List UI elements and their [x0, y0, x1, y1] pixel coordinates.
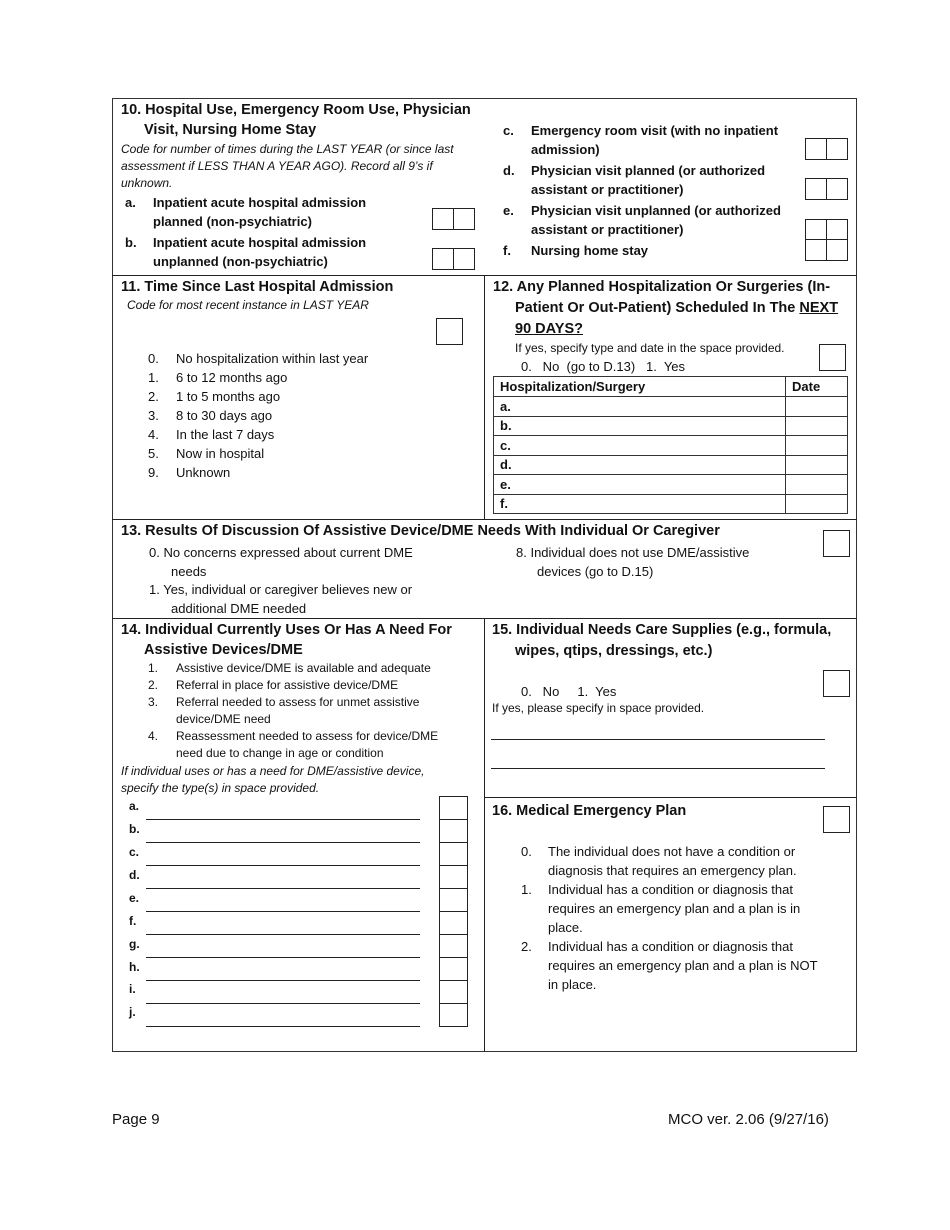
q10-item-letter: c.: [503, 123, 514, 138]
q11-option-text: In the last 7 days: [176, 427, 275, 442]
q10-item-label: Physician visit planned (or authorized: [531, 163, 766, 178]
q15-options: 0. No 1. Yes: [521, 684, 617, 699]
q11-answer-box[interactable]: [436, 318, 463, 345]
q10-item-letter: b.: [125, 235, 137, 250]
q10-item-label: admission): [531, 142, 600, 157]
q12-title: 12. Any Planned Hospitalization Or Surgeries (In-: [493, 279, 831, 295]
q11-title: 11. Time Since Last Hospital Admission: [121, 279, 394, 295]
q11-option-code: 0.: [148, 351, 159, 366]
q14-option-text: Reassessment needed to assess for device/DME: [176, 729, 439, 743]
q13-option: devices (go to D.15): [537, 564, 654, 579]
q11-option-text: Now in hospital: [176, 446, 265, 461]
device-code-box[interactable]: [439, 980, 468, 1004]
q10-item-label: Nursing home stay: [531, 243, 649, 258]
date-cell[interactable]: [786, 494, 848, 514]
q16-option-text: place.: [548, 920, 583, 935]
device-row-letter: e.: [129, 891, 140, 905]
q13-option: needs: [171, 564, 207, 579]
q13-option: 0. No concerns expressed about current DME: [149, 545, 413, 560]
table-row[interactable]: [494, 397, 848, 417]
q16-answer-box[interactable]: [823, 806, 850, 833]
row-letter[interactable]: f.: [494, 494, 786, 514]
q10-item-label: Inpatient acute hospital admission: [153, 235, 367, 250]
q14-option-text: Assistive device/DME is available and adequate: [176, 661, 431, 675]
q10-item-letter: a.: [125, 195, 136, 210]
form-version: MCO ver. 2.06 (9/27/16): [668, 1111, 829, 1128]
table-header-row: [494, 377, 848, 397]
divider: [112, 519, 857, 520]
q10f-digit-box[interactable]: [805, 239, 827, 261]
q10-item-label: unplanned (non-psychiatric): [153, 254, 328, 269]
table-row[interactable]: [494, 436, 848, 456]
q11-option-text: 1 to 5 months ago: [176, 389, 281, 404]
q15-title: wipes, qtips, dressings, etc.): [515, 643, 713, 659]
q16-option-text: The individual does not have a condition or: [548, 844, 796, 859]
device-code-box[interactable]: [439, 842, 468, 866]
q16-option-code: 2.: [521, 939, 532, 954]
device-entry-line[interactable]: [146, 842, 420, 843]
q11-option-text: 8 to 30 days ago: [176, 408, 273, 423]
q16-option-code: 1.: [521, 882, 532, 897]
q10-item-label: assistant or practitioner): [531, 182, 684, 197]
q10-title: 10. Hospital Use, Emergency Room Use, Physician: [121, 102, 471, 118]
page-number: Page 9: [112, 1111, 160, 1128]
q16-option-text: Individual has a condition or diagnosis that: [548, 939, 793, 954]
q14-option-text: Referral in place for assistive device/DME: [176, 678, 399, 692]
q10d-digit-box[interactable]: [826, 178, 848, 200]
device-code-box[interactable]: [439, 934, 468, 958]
device-row-letter: h.: [129, 960, 140, 974]
divider: [484, 618, 485, 1052]
device-entry-line[interactable]: [146, 980, 420, 981]
device-row-letter: b.: [129, 822, 140, 836]
q11-option-code: 1.: [148, 370, 159, 385]
q14-instruction: specify the type(s) in space provided.: [121, 781, 320, 795]
q10b-digit-box[interactable]: [453, 248, 475, 270]
device-code-box[interactable]: [439, 957, 468, 981]
q14-option-code: 1.: [148, 661, 159, 675]
q10c-digit-box[interactable]: [805, 138, 827, 160]
q15-instruction: If yes, please specify in space provided.: [492, 701, 705, 715]
q10e-digit-box[interactable]: [826, 219, 848, 241]
date-cell[interactable]: [786, 397, 848, 417]
q16-option-text: Individual has a condition or diagnosis that: [548, 882, 793, 897]
q16-option-text: in place.: [548, 977, 597, 992]
q12-hospitalization-table: [493, 376, 848, 514]
q10-item-label: Inpatient acute hospital admission: [153, 195, 367, 210]
q10-item-letter: e.: [503, 203, 514, 218]
device-entry-line[interactable]: [146, 865, 420, 866]
q11-option-code: 3.: [148, 408, 159, 423]
device-row-letter: d.: [129, 868, 140, 882]
q15-title: 15. Individual Needs Care Supplies (e.g., formula,: [492, 622, 832, 638]
date-cell[interactable]: [786, 475, 848, 495]
date-cell[interactable]: [786, 416, 848, 436]
q10-instruction: assessment if LESS THAN A YEAR AGO). Record all 9’s if: [121, 159, 433, 173]
q10-item-label: Emergency room visit (with no inpatient: [531, 123, 779, 138]
q16-title: 16. Medical Emergency Plan: [492, 803, 687, 819]
device-code-box[interactable]: [439, 819, 468, 843]
device-code-box[interactable]: [439, 796, 468, 820]
device-code-box[interactable]: [439, 865, 468, 889]
q10-item-letter: f.: [503, 243, 511, 258]
q14-option-code: 2.: [148, 678, 159, 692]
q12-answer-box[interactable]: [819, 344, 846, 371]
q12-title: [515, 298, 838, 318]
q10d-digit-box[interactable]: [805, 178, 827, 200]
device-code-box[interactable]: [439, 1003, 468, 1027]
q14-title: Assistive Devices/DME: [144, 642, 303, 658]
q12-options: 0. No (go to D.13) 1. Yes: [521, 359, 686, 374]
q16-option-code: 0.: [521, 844, 532, 859]
table-row[interactable]: [494, 416, 848, 436]
q15-entry-line[interactable]: [491, 768, 825, 769]
device-entry-line[interactable]: [146, 934, 420, 935]
q14-option-code: 3.: [148, 695, 159, 709]
q11-option-code: 5.: [148, 446, 159, 461]
date-cell[interactable]: [786, 436, 848, 456]
q14-title: 14. Individual Currently Uses Or Has A Need For: [121, 622, 452, 638]
device-row-letter: j.: [129, 1005, 136, 1019]
q10-item-label: assistant or practitioner): [531, 222, 684, 237]
q11-option-code: 4.: [148, 427, 159, 442]
q13-option: 8. Individual does not use DME/assistive: [516, 545, 750, 560]
q14-instruction: If individual uses or has a need for DME/assistive device,: [121, 764, 425, 778]
q11-option-code: 2.: [148, 389, 159, 404]
q10-item-label: planned (non-psychiatric): [153, 214, 312, 229]
q10a-digit-box[interactable]: [453, 208, 475, 230]
row-letter[interactable]: a.: [494, 397, 786, 417]
q16-option-text: diagnosis that requires an emergency plan.: [548, 863, 797, 878]
q13-title: 13. Results Of Discussion Of Assistive Device/DME Needs With Individual Or Caregiver: [121, 523, 720, 539]
q12-instruction: If yes, specify type and date in the space provided.: [515, 341, 785, 355]
q10-instruction: unknown.: [121, 176, 173, 190]
q12-title-emphasis: NEXT: [799, 300, 839, 316]
table-row[interactable]: [494, 475, 848, 495]
q10-item-label: Physician visit unplanned (or authorized: [531, 203, 781, 218]
q15-entry-line[interactable]: [491, 739, 825, 740]
q11-option-code: 9.: [148, 465, 159, 480]
divider: [484, 797, 857, 798]
q11-option-text: Unknown: [176, 465, 231, 480]
divider: [484, 275, 485, 519]
device-entry-line[interactable]: [146, 819, 420, 820]
q10a-digit-box[interactable]: [432, 208, 454, 230]
q13-option: additional DME needed: [171, 601, 307, 616]
q16-option-text: requires an emergency plan and a plan is NOT: [548, 958, 818, 973]
table-row[interactable]: [494, 455, 848, 475]
q12-title: 90 DAYS?: [515, 321, 583, 337]
device-row-letter: g.: [129, 937, 140, 951]
q14-option-code: 4.: [148, 729, 159, 743]
device-entry-line[interactable]: [146, 911, 420, 912]
q10-item-letter: d.: [503, 163, 515, 178]
row-letter[interactable]: d.: [494, 455, 786, 475]
q15-answer-box[interactable]: [823, 670, 850, 697]
q16-option-text: requires an emergency plan and a plan is in: [548, 901, 801, 916]
q11-instruction: Code for most recent instance in LAST YEAR: [127, 298, 369, 312]
q11-option-text: 6 to 12 months ago: [176, 370, 288, 385]
column-header: Hospitalization/Surgery: [494, 377, 786, 397]
q13-option: 1. Yes, individual or caregiver believes new or: [149, 582, 413, 597]
device-row-letter: f.: [129, 914, 137, 928]
row-letter[interactable]: c.: [494, 436, 786, 456]
device-entry-line[interactable]: [146, 1003, 420, 1004]
q10b-digit-box[interactable]: [432, 248, 454, 270]
date-cell[interactable]: [786, 455, 848, 475]
device-row-letter: a.: [129, 799, 140, 813]
column-header: Date: [786, 377, 848, 397]
q14-option-text: Referral needed to assess for unmet assistive: [176, 695, 420, 709]
q14-option-text: need due to change in age or condition: [176, 746, 384, 760]
q12-title-part: Patient Or Out-Patient) Scheduled In The: [515, 300, 796, 316]
row-letter[interactable]: b.: [494, 416, 786, 436]
device-entry-line[interactable]: [146, 957, 420, 958]
table-row[interactable]: [494, 494, 848, 514]
q10-title: Visit, Nursing Home Stay: [144, 122, 317, 138]
q10f-digit-box[interactable]: [826, 239, 848, 261]
q10c-digit-box[interactable]: [826, 138, 848, 160]
device-entry-line[interactable]: [146, 1026, 420, 1027]
q10e-digit-box[interactable]: [805, 219, 827, 241]
device-entry-line[interactable]: [146, 888, 420, 889]
q14-option-text: device/DME need: [176, 712, 271, 726]
device-row-letter: c.: [129, 845, 140, 859]
row-letter[interactable]: e.: [494, 475, 786, 495]
device-row-letter: i.: [129, 982, 136, 996]
device-code-box[interactable]: [439, 911, 468, 935]
device-code-box[interactable]: [439, 888, 468, 912]
q13-answer-box[interactable]: [823, 530, 850, 557]
q10-instruction: Code for number of times during the LAST YEAR (or since last: [121, 142, 454, 156]
q11-option-text: No hospitalization within last year: [176, 351, 369, 366]
